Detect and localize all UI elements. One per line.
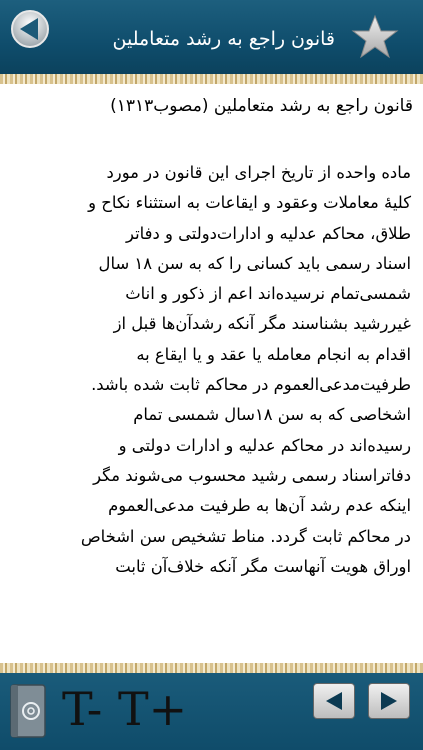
page-title: قانون راجع به رشد متعاملین (112, 28, 335, 50)
document-content[interactable] (0, 84, 423, 663)
document-line: طلاق، محاکم عدلیه و ادارات‌دولتی و دفاتر (126, 223, 411, 243)
document-line: ماده واحده از تاریخ اجرای این قانون در مورد (106, 163, 411, 182)
document-line: اشخاصی که به سن ۱۸سال شمسی تمام (133, 405, 411, 425)
header-bar (0, 0, 423, 74)
footer-toolbar (0, 673, 423, 750)
document-line: در محاکم ثابت گردد. مناط تشخیص سن اشخاص (80, 526, 411, 546)
back-arrow-icon (10, 9, 50, 49)
document-line: رسیده‌اند در محاکم عدلیه و ادارات دولتی و (118, 435, 411, 455)
document-line: اوراق هویت آنهاست مگر آنکه خلاف‌آن ثابت (115, 556, 411, 576)
document-line: دفاتراسناد رسمی رشید محسوب می‌شوند مگر (93, 465, 411, 485)
next-arrow-icon (379, 690, 399, 712)
back-button[interactable] (10, 9, 50, 49)
font-increase-button[interactable]: T+ (118, 682, 188, 736)
address-book-icon (8, 683, 48, 739)
document-line: کلیهٔ معاملات وعقود و ایقاعات به استثناء نکاح و (88, 193, 411, 213)
next-button[interactable] (368, 683, 410, 719)
document-line: اسناد رسمی باید کسانی را که به سن ۱۸ سال (98, 253, 411, 273)
document-line: اقدام به انجام معامله یا عقد و یا ایقاع به (136, 344, 411, 364)
book-button[interactable] (8, 683, 48, 739)
decorative-border-top (0, 74, 423, 84)
star-icon (351, 14, 399, 60)
previous-button[interactable] (313, 683, 355, 719)
document-body (12, 158, 411, 582)
document-title: قانون راجع به رشد متعاملین (مصوب۱۳۱۳) (110, 96, 413, 116)
document-line: طرفیت‌مدعی‌العموم در محاکم ثابت شده باشد. (91, 375, 411, 395)
document-line: شمسی‌تمام نرسیده‌اند اعم از ذکور و اناث (125, 284, 411, 304)
font-decrease-button[interactable]: T- (62, 682, 103, 736)
document-line: اینکه عدم رشد آن‌ها به طرفیت مدعی‌العموم (108, 496, 411, 516)
favorite-button[interactable] (351, 14, 399, 60)
previous-arrow-icon (324, 690, 344, 712)
document-line: غیررشید بشناسند مگر آنکه رشدآن‌ها قبل از (113, 314, 411, 334)
decorative-border-bottom (0, 663, 423, 673)
